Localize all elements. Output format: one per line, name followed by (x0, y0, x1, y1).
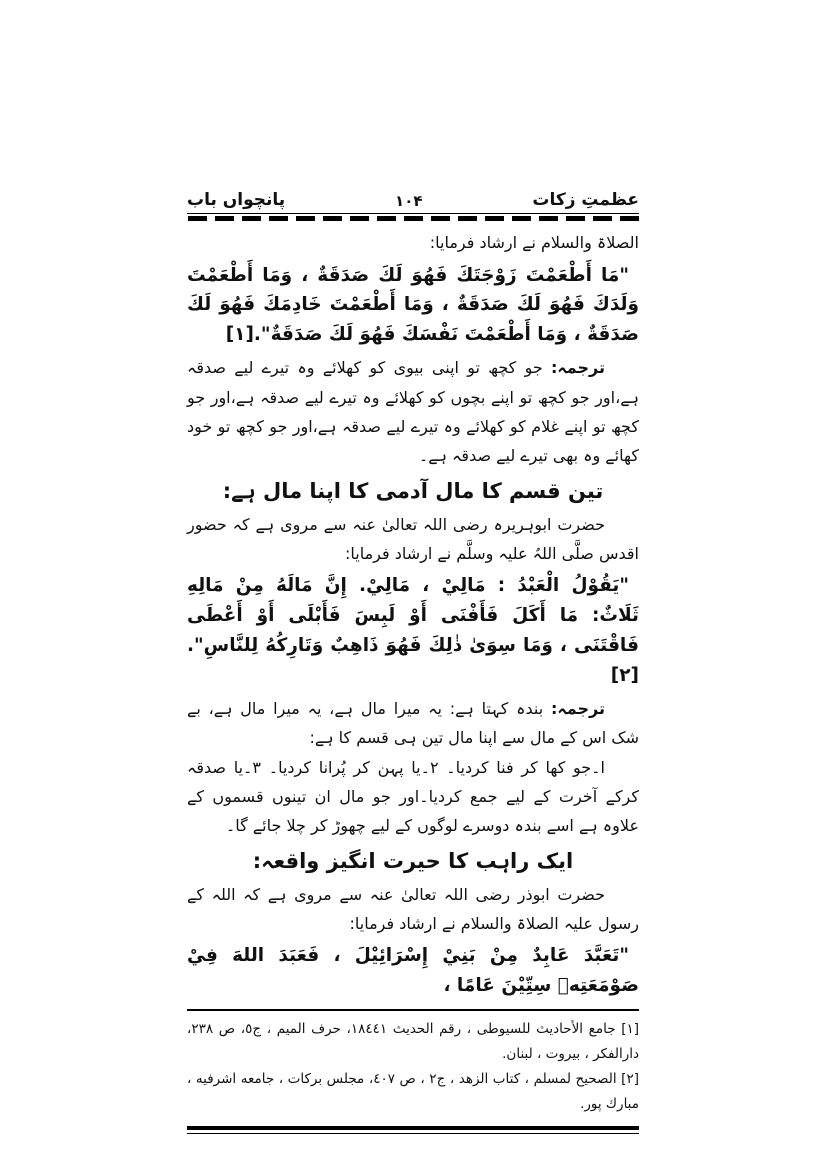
translation-2-text: بندہ کہتا ہے: یہ میرا مال ہے، یہ میرا مال ہے، بے شک اس کے مال سے اپنا مال تین ہی قسم کا ہے: (187, 699, 639, 748)
chapter-label: پانچواں باب (187, 190, 286, 210)
running-title: عظمتِ زکات (532, 190, 639, 210)
translation-1-label: ترجمہ: (551, 358, 605, 378)
section-heading-2: ایک راہب کا حیرت انگیز واقعہ: (252, 848, 574, 873)
arabic-quote-1: "مَا أَطْعَمْتَ زَوْجَتَكَ فَهُوَ لَكَ صَدَقَةٌ ، وَمَا أَطْعَمْتَ وَلَدَكَ فَهُوَ لَكَ صَدَقَةٌ ، وَمَا أَطْعَمْتَ خَادِمَكَ فَهُوَ لَكَ صَدَقَةٌ ، وَمَا أَطْعَمْتَ نَفْسَكَ فَهُوَ لَكَ صَدَقَةٌ".[١] (187, 264, 639, 346)
translation-1 (187, 353, 639, 469)
page-content (187, 228, 639, 1001)
footnote-2: [٢] الصحيح لمسلم ، كتاب الزهد ، ج٢ ، ص ٤٠٧، مجلس بركات ، جامعه اشرفيه ، مبارك پور. (187, 1071, 639, 1113)
header-rule-thin (187, 213, 639, 214)
page-number: ۱۰۴ (395, 192, 423, 211)
list-paragraph: ا۔جو کھا کر فنا کردیا۔ ۲۔یا پہن کر پُرانا کردیا۔ ۳۔یا صدقہ کرکے آخرت کے لیے جمع کردیا۔اور جو مال ان تینوں قسموں کے علاوہ ہے اسے بندہ دوسرے لوگوں کے لیے چھوڑ کر چلا جائے گا۔ (187, 757, 639, 835)
translation-2-label: ترجمہ: (551, 699, 605, 719)
page-header (187, 190, 639, 210)
book-page (187, 0, 639, 1134)
footnote-separator-rule (187, 1009, 639, 1011)
narration-1: حضرت ابوہریرہ رضی اللہ تعالیٰ عنہ سے مروی ہے کہ حضور اقدس صلَّی اللہُ علیہ وسلَّم نے ارشاد فرمایا: (187, 515, 639, 564)
arabic-quote-3: "تَعَبَّدَ عَابِدٌ مِنْ بَنِيْ إِسْرَائِيْلَ ، فَعَبَدَ اللهَ فِيْ صَوْمَعَتِهٖ سِتِّيْنَ عَامًا ، (187, 945, 639, 997)
bottom-double-rule (187, 1126, 639, 1134)
header-rule-dashed (187, 216, 639, 221)
narration-2: حضرت ابوذر رضی اللہ تعالیٰ عنہ سے مروی ہے کہ اللہ کے رسول علیہ الصلاۃ والسلام نے ارشاد فرمایا: (187, 885, 639, 934)
arabic-quote-2: "يَقُوْلُ الْعَبْدُ : مَالِيْ ، مَالِيْ. إِنَّ مَالَهُ مِنْ مَالِهِ ثَلَاثٌ: مَا أَكَلَ فَأَفْنَى أَوْ لَبِسَ فَأَبْلَى أَوْ أَعْطَى فَاقْتَنَى ، وَمَا سِوَىٰ ذٰلِكَ فَهُوَ ذَاهِبٌ وَتَارِكُهُ لِلنَّاسِ".[٢] (187, 575, 639, 687)
section-heading-1: تین قسم کا مال آدمی کا اپنا مال ہے: (222, 478, 604, 503)
translation-2 (187, 694, 639, 752)
footnote-section (187, 1009, 639, 1134)
footnote-1: [١] جامع الأحاديث للسيوطى ، رقم الحديث ١٨٤٤١، حرف الميم ، ج٥، ص ٢٣٨، دارالفكر ، بيروت ، لبنان. (187, 1021, 640, 1063)
intro-line: الصلاۃ والسلام نے ارشاد فرمایا: (429, 233, 639, 253)
translation-1-text: جو کچھ تو اپنی بیوی کو کھلائے وہ تیرے لیے صدقہ ہے،اور جو کچھ تو اپنے بچوں کو کھلائے وہ تیرے لیے صدقہ ہے،اور جو کچھ تو اپنے غلام کو کھلائے وہ تیرے لیے صدقہ ہے،اور جو کچھ تو خود کھائے وہ بھی تیرے لیے صدقہ ہے۔ (187, 358, 639, 465)
